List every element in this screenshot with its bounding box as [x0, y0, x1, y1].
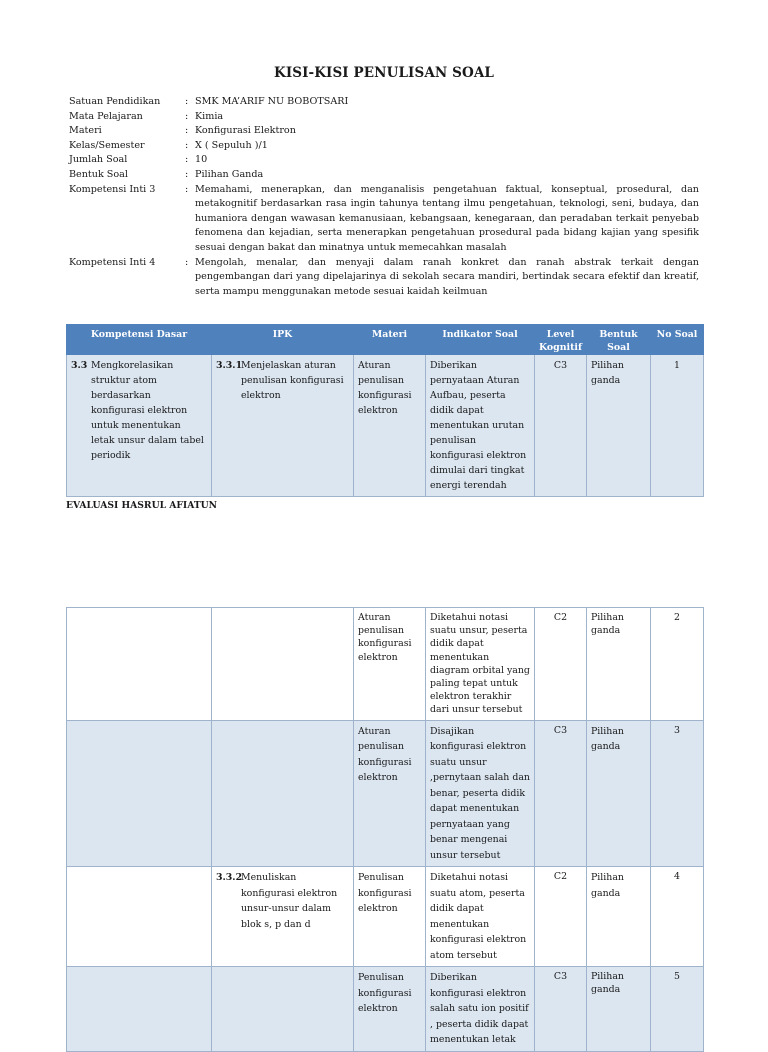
info-row-bentuk	[69, 168, 699, 183]
table-row	[67, 967, 704, 1052]
kd-cell	[67, 355, 212, 497]
materi-cell: Penulisan konfigurasi elektron	[354, 867, 426, 967]
ipk-cell	[212, 608, 354, 721]
materi-cell: Aturan penulisan konfigurasi elektron	[354, 608, 426, 721]
table-row	[67, 608, 704, 721]
info-row-satuan	[69, 95, 699, 110]
info-colon: :	[185, 168, 189, 180]
info-label: Kelas/Semester	[69, 139, 145, 151]
info-label: Kompetensi Inti 3	[69, 183, 156, 195]
info-value: Pilihan Ganda	[195, 168, 264, 180]
header-level-kognitif: Level Kognitif	[535, 325, 587, 355]
bentuk-cell: Pilihan ganda	[587, 608, 651, 721]
indikator-cell: Disajikan konfigurasi elektron suatu unsur ,pernytaan salah dan benar, peserta didik dapat menentukan pernyataan yang benar mengenai unsur tersebut	[426, 720, 535, 867]
no-cell: 5	[651, 967, 704, 1052]
info-label: Kompetensi Inti 4	[69, 256, 156, 268]
indikator-cell: Diketahui notasi suatu unsur, peserta didik dapat menentukan diagram orbital yang paling tepat untuk elektron terakhir dari unsur tersebut	[426, 608, 535, 721]
info-row-mapel	[69, 110, 699, 125]
bentuk-cell: Pilihan ganda	[587, 967, 651, 1052]
kd-cell	[67, 967, 212, 1052]
no-cell: 4	[651, 867, 704, 967]
info-colon: :	[185, 96, 189, 107]
info-row-materi	[69, 124, 699, 139]
level-cell: C2	[535, 608, 587, 721]
info-label: Mata Pelajaran	[69, 110, 143, 122]
level-cell: C3	[535, 967, 587, 1052]
materi-cell: Penulisan konfigurasi elektron	[354, 967, 426, 1052]
table-row	[67, 355, 704, 497]
info-colon: :	[185, 183, 189, 195]
info-label: Jumlah Soal	[69, 154, 128, 166]
header-no-soal: No Soal	[651, 325, 704, 355]
info-value: SMK MA’ARIF NU BOBOTSARI	[195, 96, 349, 107]
level-cell: C3	[535, 355, 587, 497]
indikator-cell: Diberikan konfigurasi elektron salah satu ion positif , peserta didik dapat menentukan letak	[426, 967, 535, 1052]
kd-cell	[67, 608, 212, 721]
table-header-row	[67, 325, 704, 355]
kisi-kisi-table	[66, 324, 704, 497]
info-value: Mengolah, menalar, dan menyaji dalam ranah konkret dan ranah abstrak terkait dengan pengembangan dari yang dipelajarinya di sekolah secara mandiri, bertindak secara efektif dan kreatif, serta mampu menggunakan metode sesuai kaidah keilmuan	[195, 256, 699, 297]
indikator-cell: Diketahui notasi suatu atom, peserta didik dapat menentukan konfigurasi elektron atom tersebut	[426, 867, 535, 967]
info-label: Materi	[69, 125, 102, 137]
ipk-number: 3.3.2	[216, 872, 243, 884]
header-kompetensi-dasar: Kompetensi Dasar	[67, 325, 212, 355]
materi-cell: Aturan penulisan konfigurasi elektron	[354, 355, 426, 497]
info-value: Memahami, menerapkan, dan menganalisis pengetahuan faktual, konseptual, prosedural, dan metakognitif berdasarkan rasa ingin tahunya tentang ilmu pengetahuan, teknologi, seni, budaya, dan humaniora dengan wawasan kemanusiaan, kebangsaan, kenegaraan, dan peradaban terkait penyebab fenomena dan kejadian, serta menerapkan pengetahuan prosedural pada bidang kajian yang spesifik sesuai dengan bakat dan minatnya untuk memecahkan masalah	[195, 183, 699, 253]
info-colon: :	[185, 154, 189, 166]
indikator-cell: Diberikan pernyataan Aturan Aufbau, peserta didik dapat menentukan urutan penulisan konfigurasi elektron dimulai dari tingkat energi terendah	[426, 355, 535, 497]
info-value: X ( Sepuluh )/1	[195, 139, 268, 151]
ipk-cell	[212, 355, 354, 497]
no-cell: 2	[651, 608, 704, 721]
ipk-text: Menjelaskan aturan penulisan konfigurasi elektron	[241, 360, 344, 401]
ipk-number: 3.3.1	[216, 360, 243, 371]
info-colon: :	[185, 125, 189, 137]
header-ipk: IPK	[212, 325, 354, 355]
header-indikator-soal: Indikator Soal	[426, 325, 535, 355]
info-colon: :	[185, 110, 189, 122]
info-row-ki3	[69, 183, 699, 256]
materi-cell: Aturan penulisan konfigurasi elektron	[354, 720, 426, 867]
bentuk-cell: Pilihan ganda	[587, 720, 651, 867]
level-cell: C2	[535, 867, 587, 967]
document-title: KISI-KISI PENULISAN SOAL	[273, 65, 495, 81]
info-value: Kimia	[195, 110, 224, 122]
ipk-cell	[212, 720, 354, 867]
bentuk-cell: Pilihan ganda	[587, 867, 651, 967]
header-materi: Materi	[354, 325, 426, 355]
kisi-kisi-table-continued	[66, 607, 704, 1052]
info-label: Bentuk Soal	[69, 168, 128, 180]
level-cell: C3	[535, 720, 587, 867]
header-bentuk-soal: Bentuk Soal	[587, 325, 651, 355]
kd-cell	[67, 720, 212, 867]
ipk-text: Menuliskan konfigurasi elektron unsur-unsur dalam blok s, p dan d	[241, 872, 338, 930]
info-row-kelas	[69, 139, 699, 154]
info-row-jumlah	[69, 153, 699, 168]
evaluation-label: EVALUASI HASRUL AFIATUN	[66, 500, 218, 511]
table-row	[67, 867, 704, 967]
ipk-cell	[212, 867, 354, 967]
info-block	[69, 95, 699, 299]
info-label: Satuan Pendidikan	[69, 96, 161, 107]
bentuk-cell: Pilihan ganda	[587, 355, 651, 497]
no-cell: 3	[651, 720, 704, 867]
kd-text: Mengkorelasikan struktur atom berdasarkan konfigurasi elektron untuk menentukan letak unsur dalam tabel periodik	[91, 360, 204, 461]
no-cell: 1	[651, 355, 704, 497]
info-value: Konfigurasi Elektron	[195, 125, 296, 137]
ipk-cell	[212, 967, 354, 1052]
kd-cell	[67, 867, 212, 967]
table-row	[67, 720, 704, 867]
info-value: 10	[195, 154, 208, 166]
kd-number: 3.3	[71, 360, 88, 371]
info-colon: :	[185, 139, 189, 151]
info-colon: :	[185, 256, 189, 268]
info-row-ki4	[69, 256, 699, 300]
